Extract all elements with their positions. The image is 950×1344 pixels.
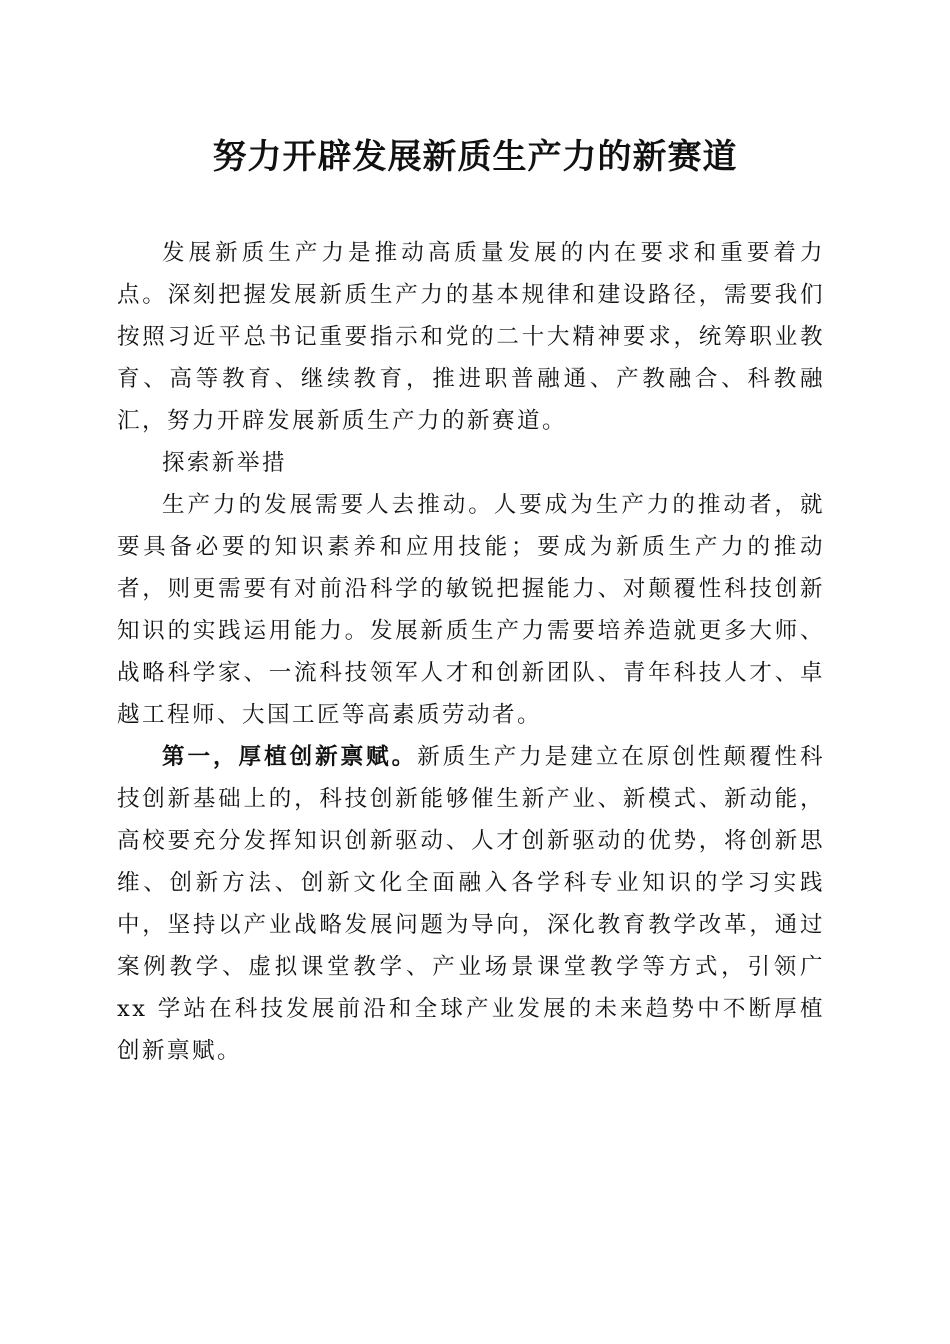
body-paragraph-3	[117, 736, 825, 1072]
paragraph-3-text: 新质生产力是建立在原创性颠覆性科技创新基础上的，科技创新能够催生新产业、新模式、新动能，高校要充分发挥知识创新驱动、人才创新驱动的优势，将创新思维、创新方法、创新文化全面融入各学科专业知识的学习实践中，坚持以产业战略发展问题为导向，深化教育教学改革，通过案例教学、虚拟课堂教学、产业场景课堂教学等方式，引领广 xx 学站在科技发展前沿和全球产业发展的未来趋势中不断厚植创新禀赋。	[117, 744, 825, 1064]
document-title: 努力开辟发展新质生产力的新赛道	[212, 137, 738, 177]
paragraph-lead-phrase: 第一，厚植创新禀赋。	[162, 744, 418, 770]
intro-paragraph: 发展新质生产力是推动高质量发展的内在要求和重要着力点。深刻把握发展新质生产力的基本规律和建设路径，需要我们按照习近平总书记重要指示和党的二十大精神要求，统筹职业教育、高等教育、继续教育，推进职普融通、产教融合、科教融汇，努力开辟发展新质生产力的新赛道。	[117, 240, 825, 434]
document-body	[117, 232, 825, 1072]
body-paragraph-2: 生产力的发展需要人去推动。人要成为生产力的推动者，就要具备必要的知识素养和应用技能；要成为新质生产力的推动者，则更需要有对前沿科学的敏锐把握能力、对颠覆性科技创新知识的实践运用能力。发展新质生产力需要培养造就更多大师、战略科学家、一流科技领军人才和创新团队、青年科技人才、卓越工程师、大国工匠等高素质劳动者。	[117, 492, 825, 728]
section-heading: 探索新举措	[162, 450, 288, 476]
